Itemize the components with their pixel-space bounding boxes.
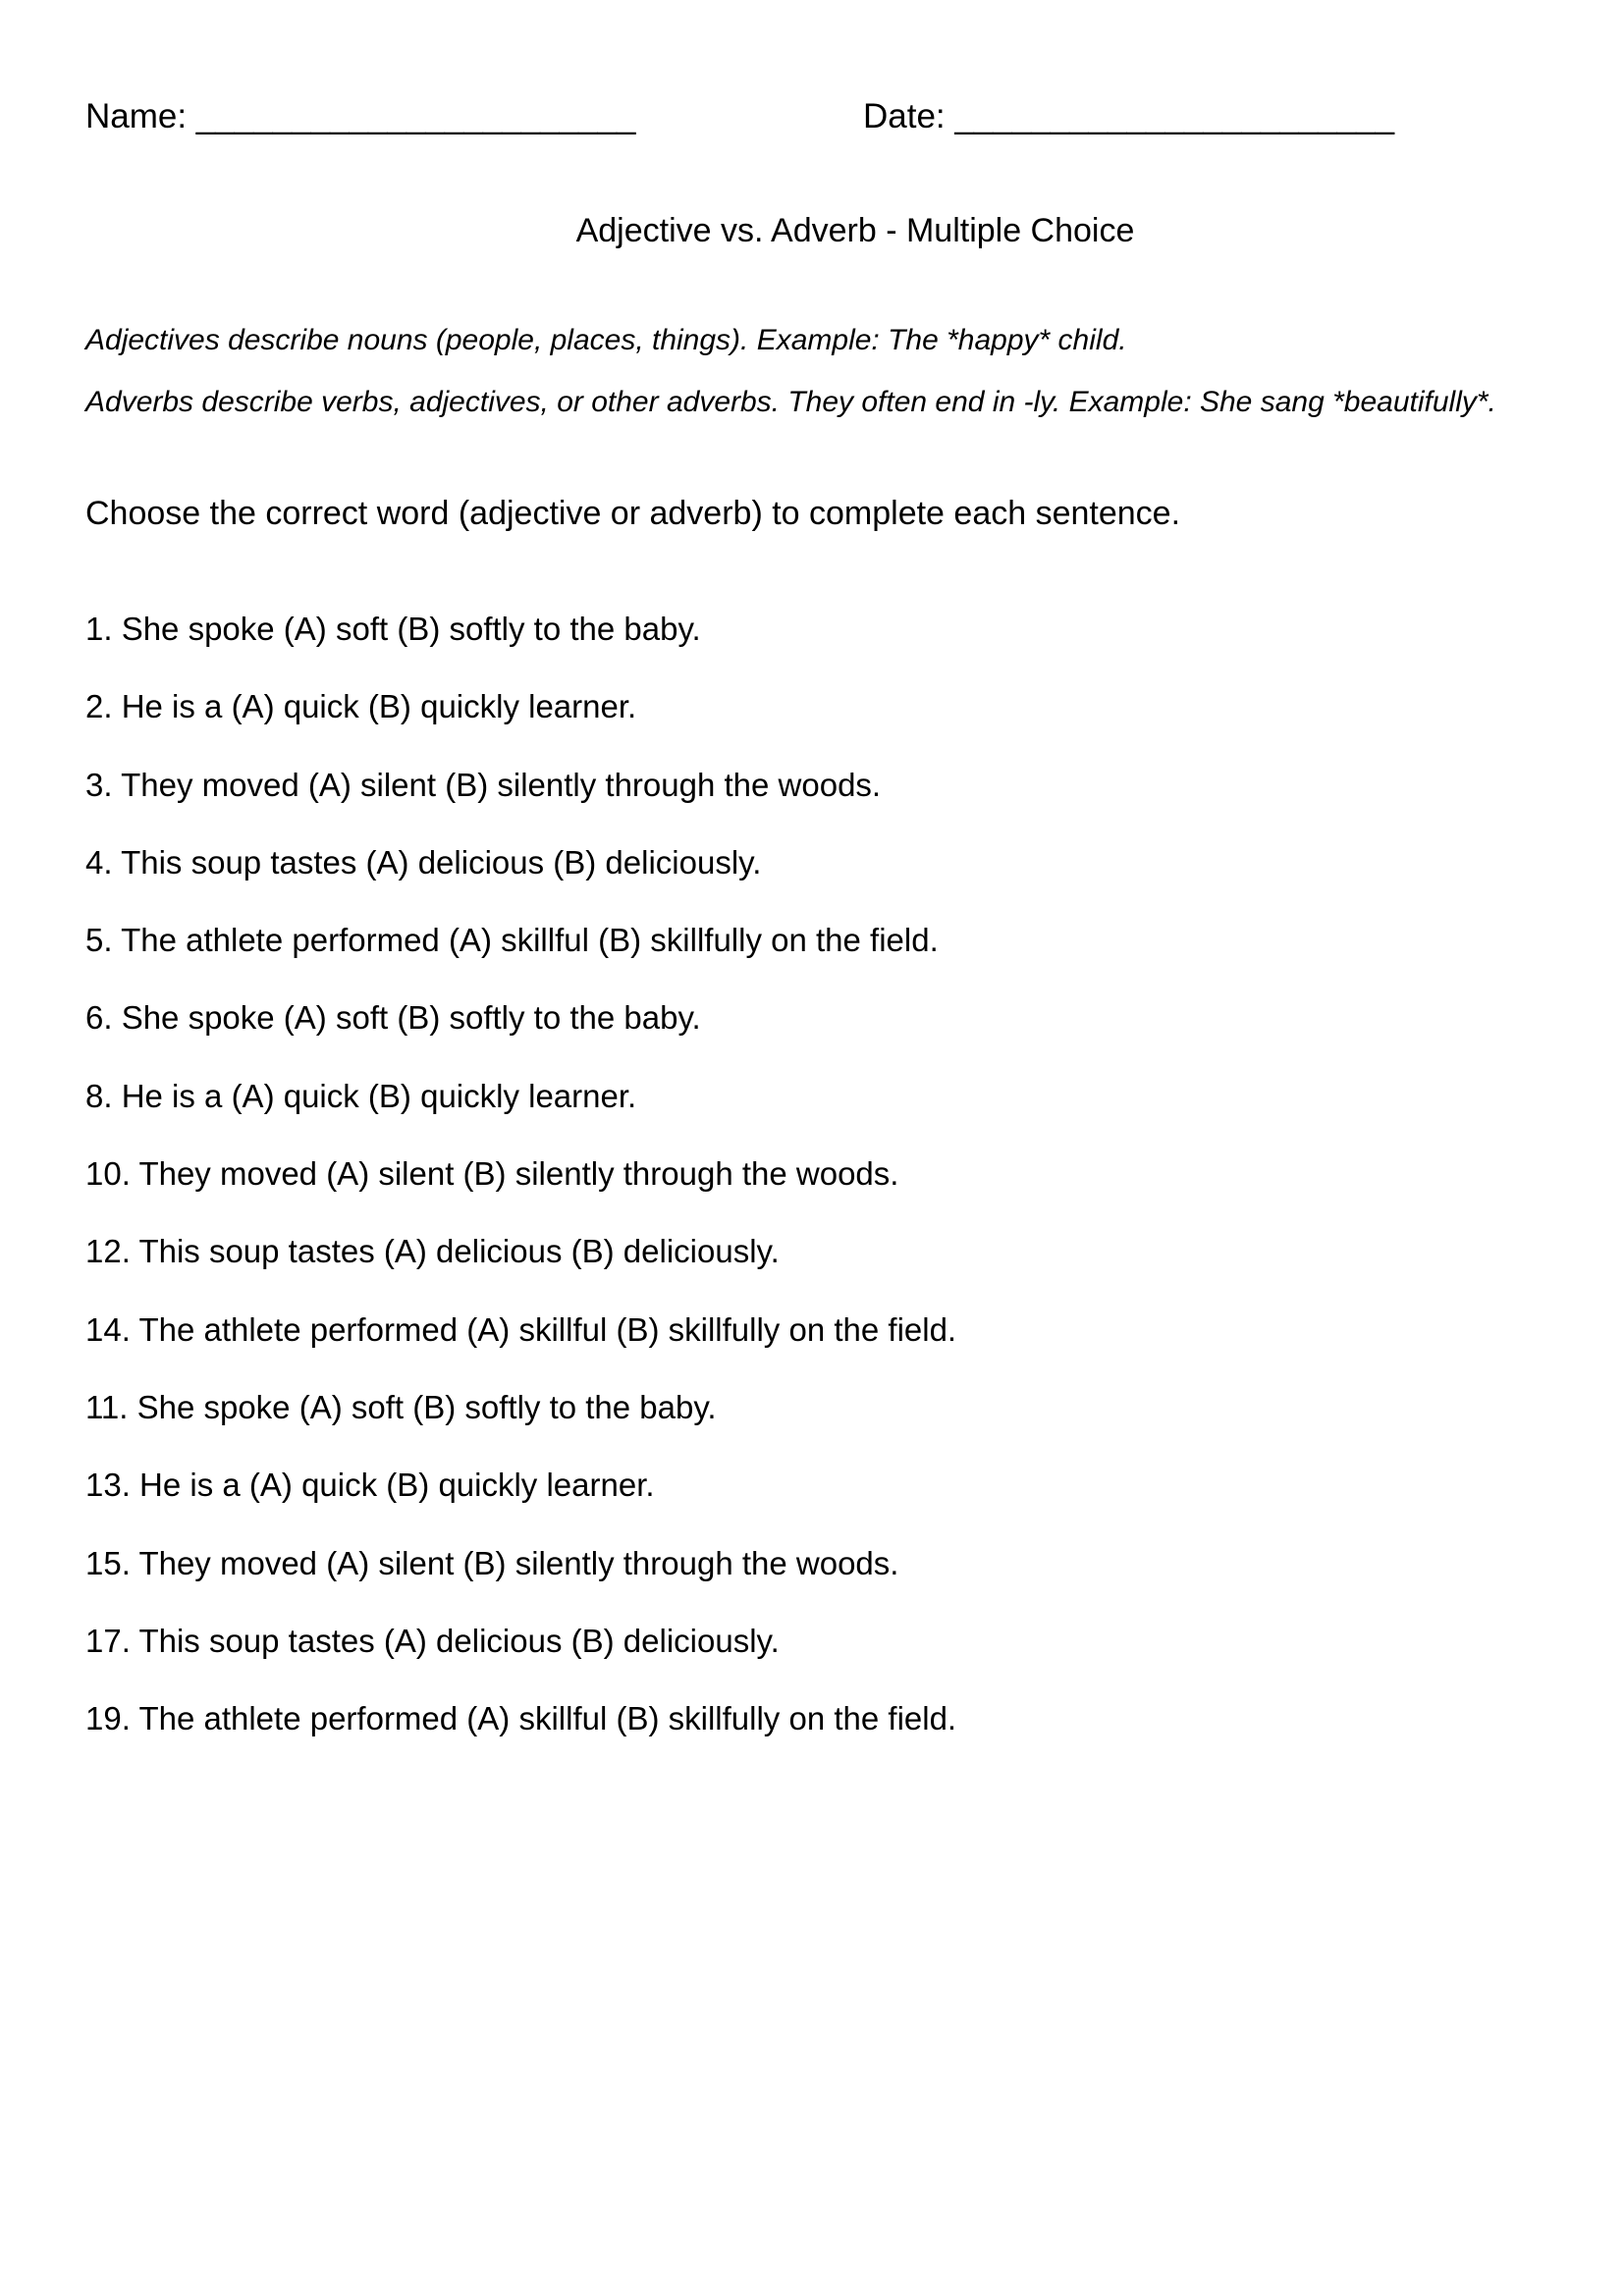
question-item: 10. They moved (A) silent (B) silently through the woods. <box>85 1155 899 1193</box>
name-field: Name: _______________________ <box>85 97 636 135</box>
question-item: 2. He is a (A) quick (B) quickly learner. <box>85 688 637 725</box>
question-item: 19. The athlete performed (A) skillful (B) skillfully on the field. <box>85 1700 957 1737</box>
question-item: 6. She spoke (A) soft (B) softly to the baby. <box>85 999 701 1037</box>
question-item: 14. The athlete performed (A) skillful (B) skillfully on the field. <box>85 1310 957 1348</box>
question-item: 1. She spoke (A) soft (B) softly to the baby. <box>85 611 701 647</box>
header-row <box>85 92 1539 141</box>
question-item: 3. They moved (A) silent (B) silently through the woods. <box>85 766 882 803</box>
question-item: 13. He is a (A) quick (B) quickly learner. <box>85 1467 655 1504</box>
instructions: Choose the correct word (adjective or adverb) to complete each sentence. <box>85 495 1181 532</box>
question-item: 5. The athlete performed (A) skillful (B) skillfully on the field. <box>85 922 939 959</box>
question-item: 15. They moved (A) silent (B) silently through the woods. <box>85 1544 899 1581</box>
question-item: 8. He is a (A) quick (B) quickly learner. <box>85 1077 637 1114</box>
date-field: Date: _______________________ <box>863 97 1395 135</box>
worksheet-title: Adjective vs. Adverb - Multiple Choice <box>575 212 1135 249</box>
question-item: 17. This soup tastes (A) delicious (B) deliciously. <box>85 1622 780 1659</box>
adjective-definition: Adjectives describe nouns (people, places, things). Example: The *happy* child. <box>85 324 1127 356</box>
adverb-definition: Adverbs describe verbs, adjectives, or other adverbs. They often end in -ly. Example: She sang *beautifully*. <box>85 386 1496 418</box>
question-item: 4. This soup tastes (A) delicious (B) deliciously. <box>85 843 762 881</box>
question-item: 12. This soup tastes (A) delicious (B) deliciously. <box>85 1233 780 1270</box>
question-item: 11. She spoke (A) soft (B) softly to the baby. <box>85 1388 717 1425</box>
question-list <box>85 608 956 1775</box>
